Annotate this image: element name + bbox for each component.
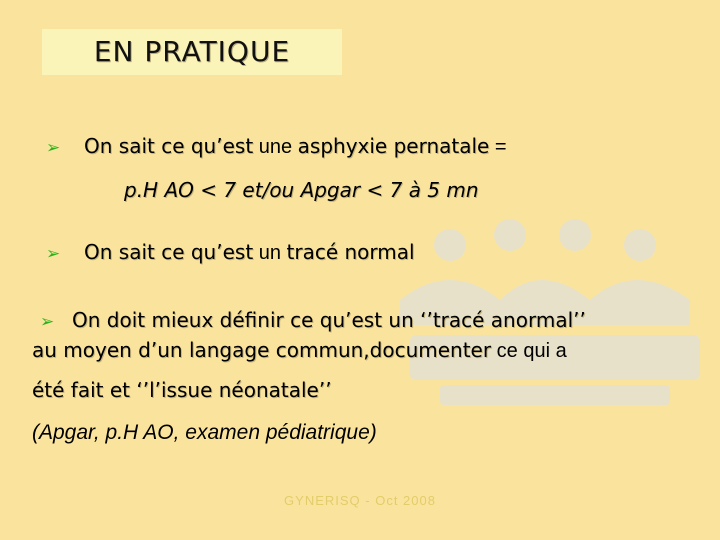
- bullet-item-2: [46, 240, 415, 265]
- bullet-1-text-a: On sait ce qu’est: [84, 134, 254, 158]
- bullet-3-text: On doit mieux définir ce qu’est un ‘’tracé anormal’’: [72, 308, 586, 332]
- arrow-bullet-icon: ➢: [46, 138, 61, 158]
- bullet-2-text-b: un: [253, 242, 287, 264]
- bullet-item-1: [46, 134, 507, 159]
- continuation-line-1-text-a: au moyen d’un langage commun,documenter: [32, 338, 492, 362]
- footer-text: GYNERISQ - Oct 2008: [284, 493, 436, 508]
- bullet-2-text-a: On sait ce qu’est: [84, 240, 254, 264]
- bullet-2-text-c: tracé normal: [286, 240, 415, 264]
- continuation-line-1: [32, 338, 567, 363]
- continuation-line-1-text-b: ce qui a: [491, 340, 567, 362]
- continuation-line-2: été fait et ‘’l’issue néonatale’’: [32, 378, 332, 402]
- bullet-1-text-b: une: [253, 136, 298, 158]
- bullet-1-text-c: asphyxie pernatale: [297, 134, 490, 158]
- watermark-logo: [390, 200, 720, 410]
- parenthetical-line: (Apgar, p.H AO, examen pédiatrique): [32, 421, 377, 444]
- slide-title: EN PRATIQUE: [93, 35, 291, 68]
- bullet-item-3: [40, 308, 586, 332]
- arrow-bullet-icon: ➢: [40, 312, 55, 332]
- bullet-1-text-d: =: [489, 136, 507, 158]
- arrow-bullet-icon: ➢: [46, 244, 61, 264]
- definition-line: p.H AO < 7 et/ou Apgar < 7 à 5 mn: [124, 178, 479, 202]
- title-box: [42, 29, 342, 75]
